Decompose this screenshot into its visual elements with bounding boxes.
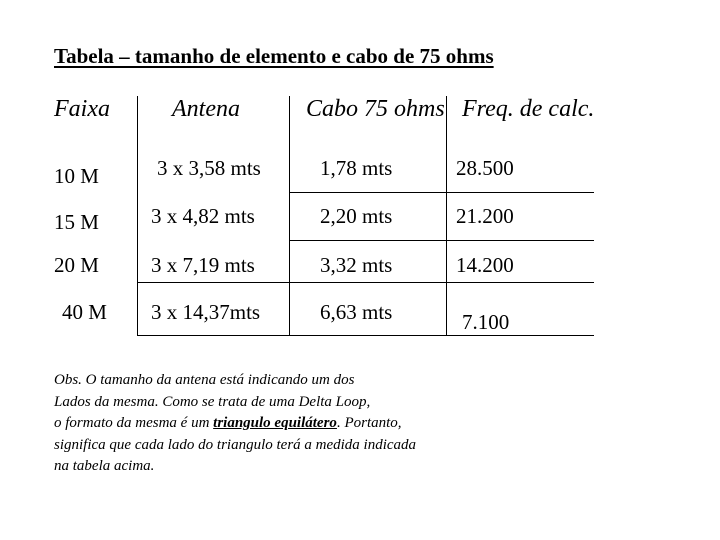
table-cell-cabo: 1,78 mts [320,156,393,180]
table-cell-cabo: 6,63 mts [320,300,393,324]
table-cell-antena: 3 x 3,58 mts [157,156,261,180]
obs-line-text: o formato da mesma é um [54,415,214,431]
row-divider [289,192,594,193]
document-title: Tabela – tamanho de elemento e cabo de 75 ohms [54,44,494,68]
observation-note [54,370,524,478]
column-divider [289,96,290,336]
obs-line: Obs. O tamanho da antena está indicando um dos [54,372,355,388]
obs-line: na tabela acima. [54,458,155,474]
table-cell-antena: 3 x 14,37mts [151,300,261,324]
table-cell-faixa: 20 M [54,253,99,277]
table-cell-freq: 21.200 [456,204,514,228]
header-freq: Freq. de calc. [462,96,595,122]
table-cell-freq: 28.500 [456,156,514,180]
obs-line [54,413,524,435]
table-cell-faixa: 15 M [54,210,99,234]
row-divider [289,240,594,241]
table-cell-antena: 3 x 7,19 mts [151,253,255,277]
table-cell-faixa: 10 M [54,164,99,188]
table-cell-cabo: 3,32 mts [320,253,393,277]
table-cell-cabo: 2,20 mts [320,204,393,228]
row-divider [137,335,594,336]
obs-line-text: . Portanto, [336,415,402,431]
table-cell-freq: 7.100 [462,310,510,334]
table-cell-faixa: 40 M [62,300,107,324]
obs-line: significa que cada lado do triangulo terá a medida indicada [54,436,417,453]
column-divider [137,96,138,336]
obs-emphasis: triangulo equilátero [213,415,337,431]
row-divider [137,282,594,283]
table-cell-freq: 14.200 [456,253,514,277]
header-faixa: Faixa [54,96,110,122]
obs-line: Lados da mesma. Como se trata de uma Delta Loop, [54,393,371,410]
header-cabo: Cabo 75 ohms [306,96,445,122]
header-antena: Antena [172,96,240,122]
table-cell-antena: 3 x 4,82 mts [151,204,255,228]
column-divider [446,96,447,336]
